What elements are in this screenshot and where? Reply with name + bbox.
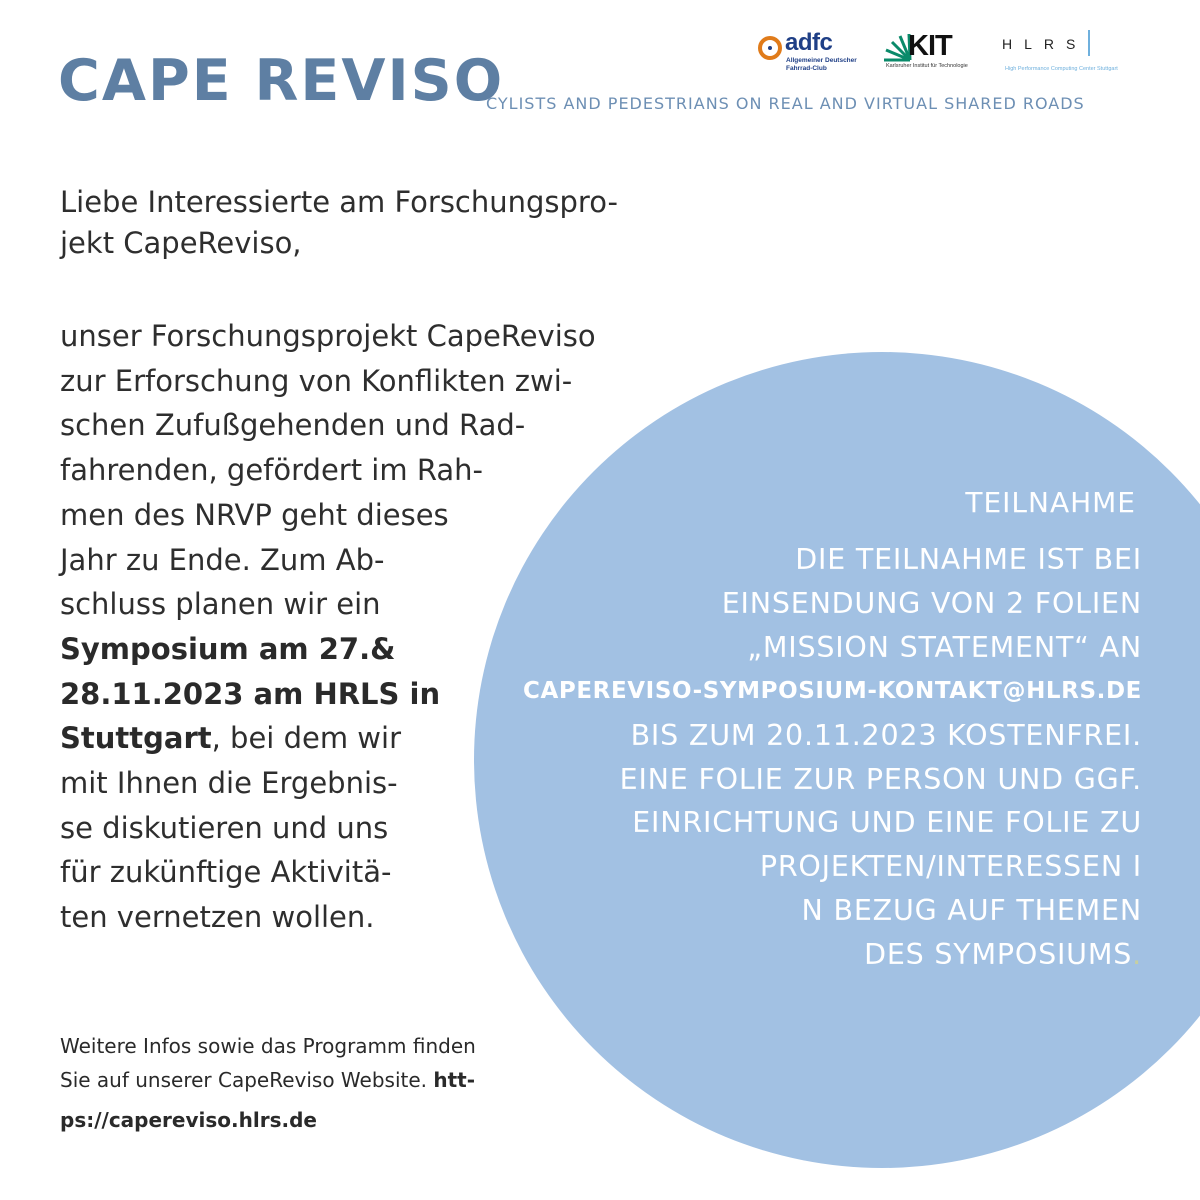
participation-line: DIE TEILNAHME IST BEI — [795, 543, 1142, 576]
hlrs-logo-letters: HLRS — [1002, 36, 1088, 52]
participation-line: EINSENDUNG VON 2 FOLIEN — [721, 586, 1142, 620]
paragraph-line: men des NRVP geht dieses — [60, 497, 449, 532]
page-title: CAPE REVISO — [58, 48, 505, 114]
paragraph-line: mit Ihnen die Ergebnis- — [60, 766, 398, 801]
paragraph-line-rest: , bei dem wir — [211, 721, 402, 756]
adfc-logo — [758, 29, 870, 76]
adfc-logo-word: adfc — [785, 29, 833, 56]
adfc-wheel-icon — [758, 36, 782, 60]
participation-line: BIS ZUM 20.11.2023 KOSTENFREI. — [630, 718, 1142, 752]
paragraph-line: ten vernetzen wollen. — [60, 900, 375, 935]
hlrs-logo-word — [1002, 36, 1087, 52]
footer-line — [60, 1063, 580, 1097]
paragraph-line: zur Erforschung von Konflikten zwi- — [60, 363, 573, 398]
participation-line — [523, 933, 1142, 977]
kit-logo-tagline: Karlsruher Institut für Technologie — [886, 63, 968, 69]
kit-logo — [882, 30, 972, 74]
footer-line: Weitere Infos sowie das Programm finden — [60, 1034, 476, 1058]
participation-line: EINE FOLIE ZUR PERSON UND GGF. — [619, 762, 1142, 796]
participation-line-text: DES SYMPOSIUMS — [864, 938, 1133, 972]
website-link-start[interactable]: htt- — [433, 1068, 476, 1092]
participation-heading: TEILNAHME — [965, 486, 1136, 519]
footer-line-text: Sie auf unserer CapeReviso Website. — [60, 1068, 434, 1092]
adfc-logo-tagline — [786, 57, 857, 72]
participation-line: PROJEKTEN/INTERESSEN I — [759, 850, 1142, 884]
hlrs-logo — [1002, 36, 1122, 76]
participation-line: N BEZUG AUF THEMEN — [801, 894, 1142, 928]
contact-email-link[interactable]: CAPEREVISO-SYMPOSIUM-KONTAKT@HLRS.DE — [523, 677, 1142, 704]
symposium-date-highlight: Symposium am 27.& — [60, 631, 396, 666]
hlrs-logo-tagline: High Performance Computing Center Stuttgart — [1005, 66, 1118, 72]
paragraph-line: se diskutieren und uns — [60, 810, 389, 845]
footer-info — [60, 1029, 580, 1137]
paragraph-line: für zukünftige Aktivitä- — [60, 855, 392, 890]
paragraph-line: unser Forschungsprojekt CapeReviso — [60, 319, 596, 353]
kit-logo-word: KIT — [908, 30, 952, 62]
page-subtitle: CYLISTS AND PEDESTRIANS ON REAL AND VIRTUAL SHARED ROADS — [486, 94, 1085, 113]
symposium-date-highlight: 28.11.2023 am HRLS in — [60, 676, 441, 711]
adfc-tagline-line1: Allgemeiner Deutscher — [786, 57, 857, 64]
paragraph-line: schluss planen wir ein — [60, 587, 381, 622]
salutation-line: jekt CapeReviso, — [60, 226, 302, 260]
paragraph-line: fahrenden, gefördert im Rah- — [60, 453, 483, 488]
participation-line: EINRICHTUNG UND EINE FOLIE ZU — [632, 806, 1142, 840]
participation-text — [523, 538, 1142, 977]
salutation-line: Liebe Interessierte am Forschungspro- — [60, 185, 618, 219]
adfc-tagline-line2: Fahrrad-Club — [786, 64, 827, 72]
participation-final-dot: . — [1132, 938, 1142, 972]
participation-line: „MISSION STATEMENT“ AN — [747, 630, 1142, 664]
website-link[interactable]: ps://capereviso.hlrs.de — [60, 1108, 317, 1132]
paragraph-line: schen Zufußgehenden und Rad- — [60, 408, 526, 443]
hlrs-accent-bar-icon — [1088, 30, 1100, 56]
paragraph-line: Jahr zu Ende. Zum Ab- — [60, 542, 385, 577]
symposium-location-highlight: Stuttgart — [60, 721, 212, 756]
salutation — [60, 182, 700, 264]
